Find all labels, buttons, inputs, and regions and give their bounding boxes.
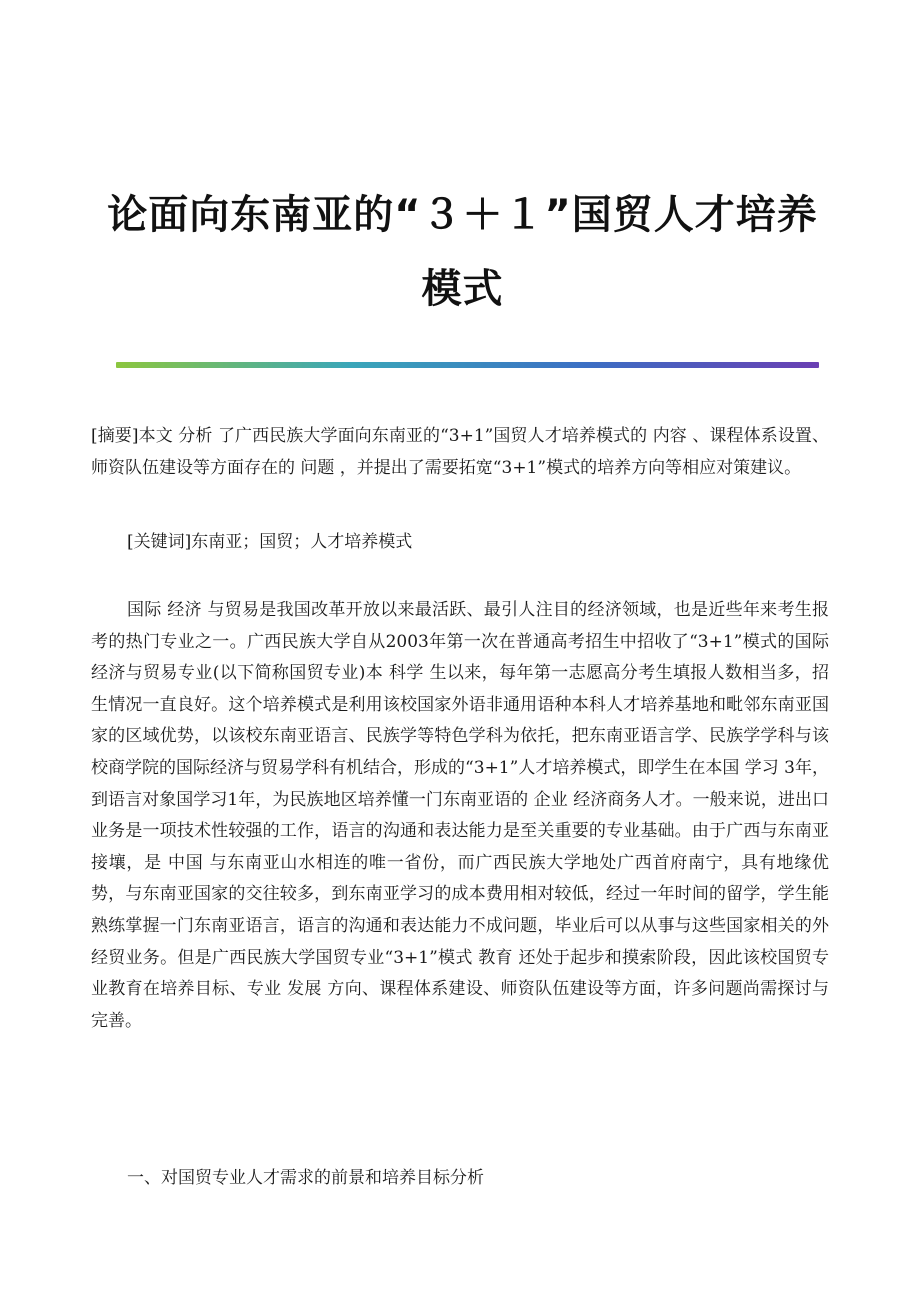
document-title: 论面向东南亚的“３＋１”国贸人才培养模式	[107, 192, 818, 312]
section-heading: 一、对国贸专业人才需求的前景和培养目标分析	[127, 1168, 484, 1188]
body-paragraph: 国际 经济 与贸易是我国改革开放以来最活跃、最引人注目的经济领域，也是近些年来考生报考的热门专业之一。广西民族大学自从2003年第一次在普通高考招生中招收了“3+1”模式的国际经济与贸易专业(以下简称国贸专业)本 科学 生以来，每年第一志愿高分考生填报人数相当多，招生情况一直良好。这个培养模式是利用该校国家外语非通用语种本科人才培养基地和毗邻东南亚国家的区域优势，以该校东南亚语言、民族学等特色学科为依托，把东南亚语言学、民族学学科与该校商学院的国际经济与贸易学科有机结合，形成的“3+1”人才培养模式，即学生在本国 学习 3年，到语言对象国学习1年，为民族地区培养懂一门东南亚语的 企业 经济商务人才。一般来说，进出口业务是一项技术性较强的工作，语言的沟通和表达能力是至关重要的专业基础。由于广西与东南亚接壤，是 中国 与东南亚山水相连的唯一省份，而广西民族大学地处广西首府南宁，具有地缘优势，与东南亚国家的交往较多，到东南亚学习的成本费用相对较低，经过一年时间的留学，学生能熟练掌握一门东南亚语言，语言的沟通和表达能力不成问题，毕业后可以从事与这些国家相关的外经贸业务。但是广西民族大学国贸专业“3+1”模式 教育 还处于起步和摸索阶段，因此该校国贸专业教育在培养目标、专业 发展 方向、课程体系建设、师资队伍建设等方面，许多问题尚需探讨与完善。	[91, 600, 829, 1031]
abstract-paragraph: [摘要]本文 分析 了广西民族大学面向东南亚的“3+1”国贸人才培养模式的 内容 、课程体系设置、师资队伍建设等方面存在的 问题 ，并提出了需要拓宽“3+1”模式的培养方向等相应对策建议。	[91, 426, 829, 478]
title-divider	[116, 362, 819, 368]
keywords-line: [关键词]东南亚；国贸；人才培养模式	[127, 532, 413, 552]
